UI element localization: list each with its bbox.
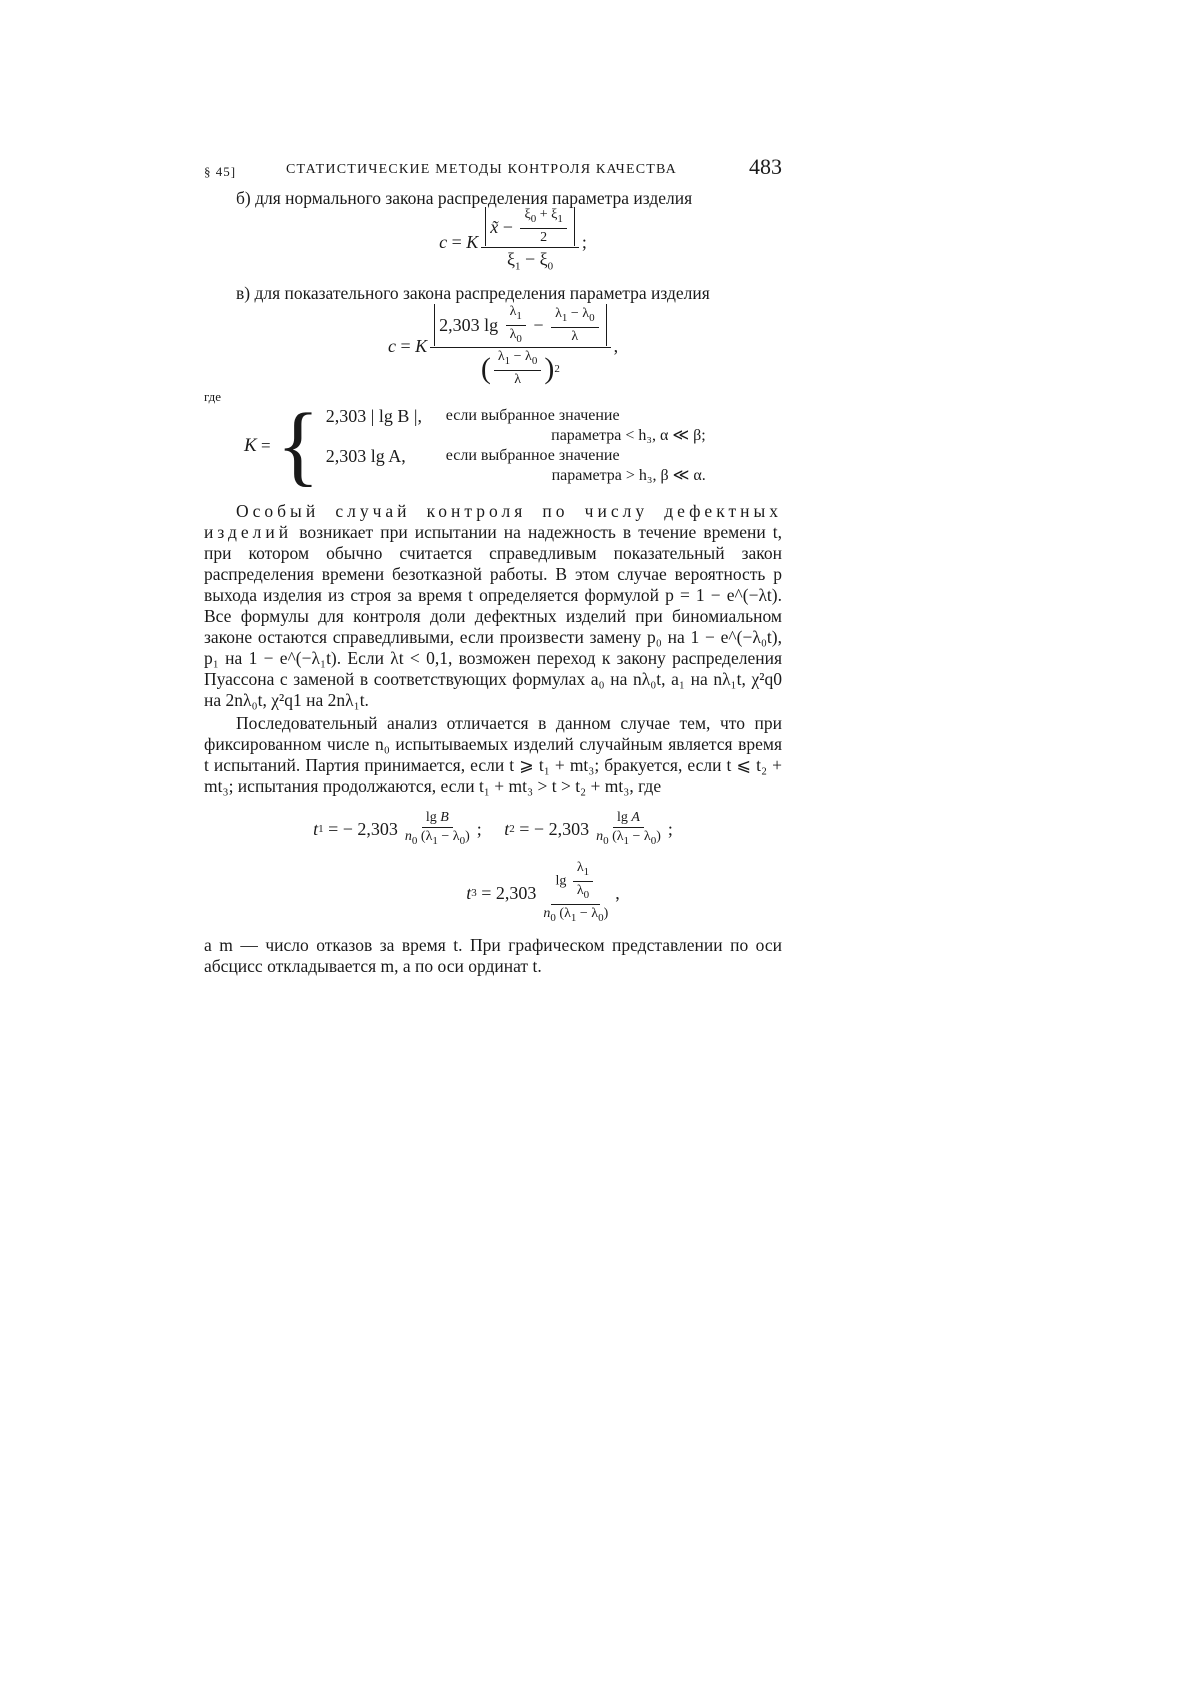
k-case2-condition-a: если выбранное значение <box>445 447 620 464</box>
k-case1-condition-a: если выбранное значение <box>445 407 620 424</box>
item-b-text: б) для нормального закона распределения параметра изделия <box>236 188 693 208</box>
formula-c-normal: c = K x̃ − $\frac{\xi_0 + \xi_1}{2}$ $\xi_1 - \xi_0$ ; <box>439 207 587 273</box>
formula-c-exponential: c = K 2,303 lg $\frac{\lambda_1}{\lambda_0}$ − $\frac{\lambda_1 - \lambda_0}{\lambda}$ ( $\frac{\lambda_1 - \lambda_0}{\lambda}$ ) 2 , <box>387 303 619 388</box>
running-header <box>204 150 782 182</box>
left-brace: { <box>276 396 320 495</box>
where-label: где <box>204 389 222 404</box>
formula-k-cases: K = { 2,303 | lg B |, если выбранное значение параметра < h₃, α ≪ β; 2,303 lg A, если выбранное значение параметра > h₃, β ≪ α. <box>244 396 706 495</box>
item-v-text: в) для показательного закона распределения параметра изделия <box>236 283 710 303</box>
k-case2-condition-b: параметра > h₃, β ≪ α. <box>551 467 706 484</box>
section-number: § 45] <box>204 164 237 179</box>
paragraph-graphical: а m — число отказов за время t. При графическом представлении по оси абсцисс откладывается m, а по оси ординат t. <box>204 935 782 976</box>
formula-t3: t 3 = 2,303 lg $\frac{\lambda_1}{\lambda_0}$ $n_0$ $(\lambda_1 - \lambda_0)$ , <box>466 860 620 924</box>
paragraph-sequential: Последовательный анализ отличается в данном случае тем, что при фиксированном числе n₀ испытываемых изделий случайным является время t испытаний. Партия принимается, если t ⩾ t₁ + mt₃; бракуется, если t ⩽ t₂ + mt₃; испытания продолжаются, если t₁ + mt₃ > t > t₂ + mt₃, где <box>204 713 782 796</box>
page-number: 483 <box>749 154 782 179</box>
paragraph-reliability <box>204 501 782 711</box>
book-page <box>204 150 782 977</box>
running-title: СТАТИСТИЧЕСКИЕ МЕТОДЫ КОНТРОЛЯ КАЧЕСТВА <box>286 162 677 177</box>
k-case1-condition-b: параметра < h₃, α ≪ β; <box>551 427 706 444</box>
paragraph-reliability-heading: Особый случай контроля по числу дефектных изделий <box>204 501 782 542</box>
k-case2-value: 2,303 lg A, <box>325 446 406 466</box>
k-case1-value: 2,303 | lg B |, <box>325 406 422 426</box>
paragraph-reliability-body: возникает при испытании на надежность в течение времени t, при котором обычно считается справедливым показательный закон распределения времени безотказной работы. В этом случае вероятность p выхода изделия из строя за время t определяется формулой p = 1 − e^(−λt). Все формулы для контроля доли дефектных изделий при биномиальном законе остаются справедливыми, если произвести замену p₀ на 1 − e^(−λ₀t), p₁ на 1 − e^(−λ₁t). Если λt < 0,1, возможен переход к закону распределения Пуассона с заменой в соответствующих формулах a₀ на nλ₀t, a₁ на nλ₁t, χ²q0 на 2nλ₀t, χ²q1 на 2nλ₁t. <box>204 522 783 710</box>
formula-t1-t2: t 1 = − 2,303 $\frac{\text{lg B}}{n_0 (\lambda_1 - \lambda_0)}$ ; t 2 = − 2,303 $\frac{\text{lg A}}{n_0 (\lambda_1 - \lambda_0)}$ ; <box>313 809 673 847</box>
